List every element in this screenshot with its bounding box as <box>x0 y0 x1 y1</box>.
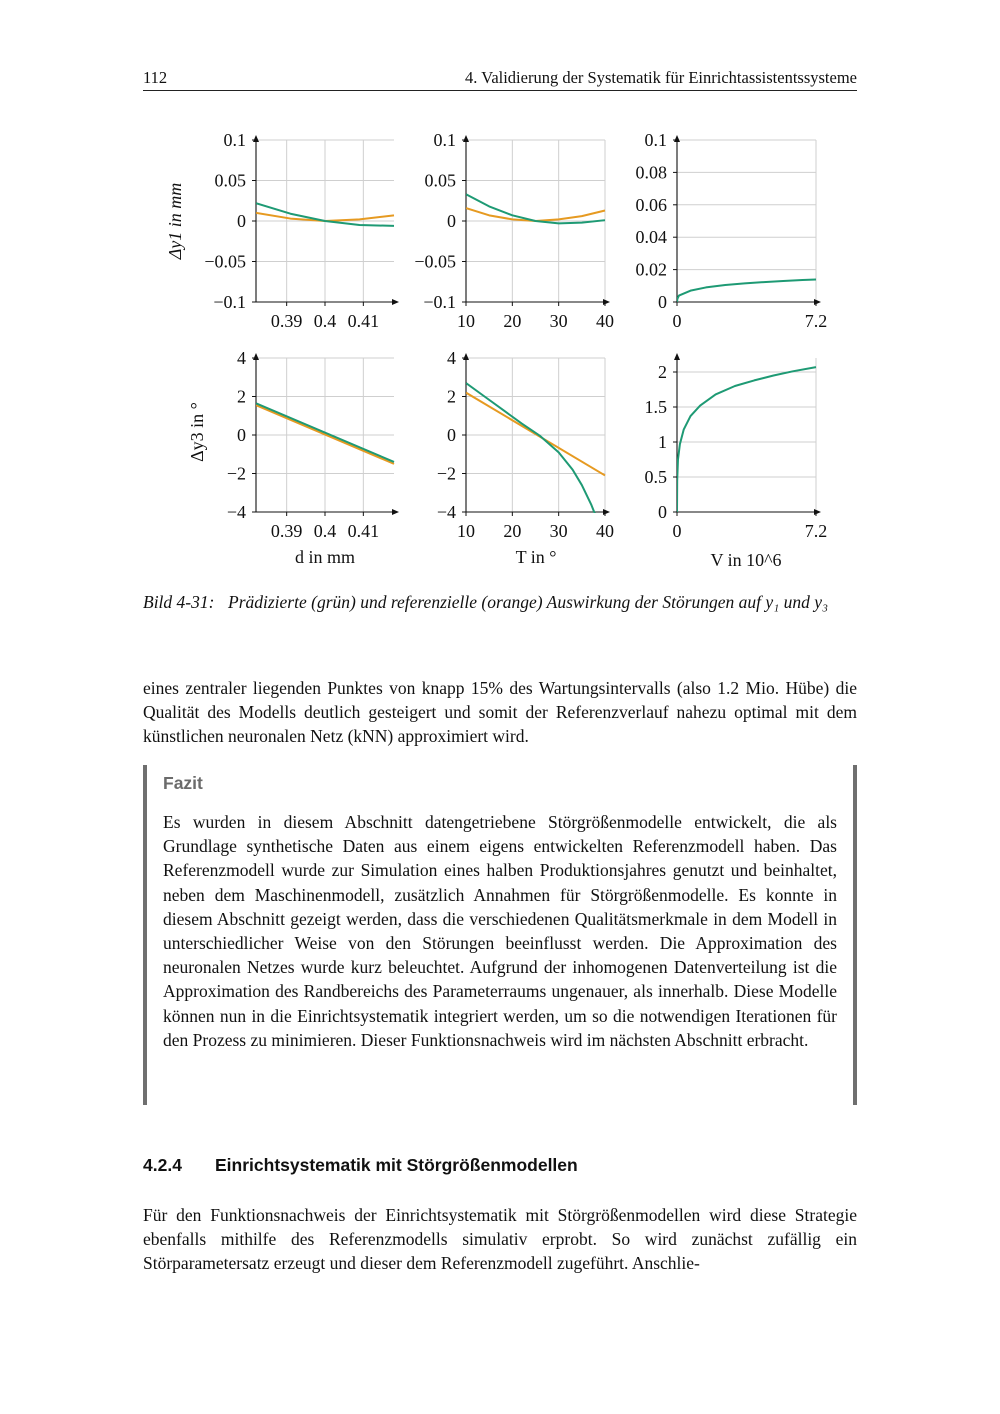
plot6-ytick-label-0: 0 <box>658 502 667 522</box>
plot3-ytick-label-5: 0.1 <box>644 130 667 150</box>
plot1-x-arrow <box>392 299 399 305</box>
caption-label: Bild 4-31: <box>143 592 215 612</box>
plot3-x-arrow <box>814 299 821 305</box>
plot6-y-arrow <box>674 353 680 360</box>
plot2-ytick-label-3: 0.05 <box>424 170 456 191</box>
plot1-xtick-label-2: 0.41 <box>347 311 380 331</box>
plot2-ytick-label-1: −0.05 <box>414 251 456 272</box>
plot2-ytick-label-2: 0 <box>447 211 456 231</box>
plot4-ytick-label-1: −2 <box>226 463 246 484</box>
plot1-xtick-label-1: 0.4 <box>313 311 337 331</box>
plot3-y-arrow <box>674 135 680 142</box>
plot3-ytick-label-0: 0 <box>658 292 667 312</box>
x-axis-label-t: T in ° <box>515 547 557 567</box>
section-title: Einrichtsystematik mit Störgrößenmodellen <box>215 1155 578 1175</box>
plot2-ytick-label-0: −0.1 <box>423 292 456 312</box>
plot3-series-predicted <box>677 279 816 302</box>
caption-text: Prädizierte (grün) und referenzielle (orange) Auswirkung der Störungen auf y₁ und y₃ <box>228 592 829 612</box>
plot2-xtick-label-2: 30 <box>549 311 568 331</box>
plot3-ytick-label-4: 0.08 <box>635 162 667 183</box>
page-number: 112 <box>143 68 168 87</box>
plot2-series-predicted <box>466 194 605 223</box>
row-label-dy1: Δy1 in mm <box>165 182 185 260</box>
plot5-xtick-label-2: 30 <box>549 521 568 541</box>
row-label-dy3: Δy3 in ° <box>187 402 207 462</box>
plot3-ytick-label-1: 0.02 <box>635 259 667 280</box>
plot5-ytick-label-0: −4 <box>436 502 456 522</box>
plot5-ytick-label-3: 2 <box>447 386 456 407</box>
plot5-ytick-label-1: −2 <box>436 463 456 484</box>
plot1-xtick-label-0: 0.39 <box>270 311 303 331</box>
plot4-x-arrow <box>392 509 399 515</box>
plot4-ytick-label-2: 0 <box>237 425 246 445</box>
plot3-xtick-label-1: 7.2 <box>804 311 828 331</box>
plot6-ytick-label-2: 1 <box>658 432 667 452</box>
plot5-xtick-label-3: 40 <box>596 521 614 541</box>
plot1-y-arrow <box>253 135 259 142</box>
plot2-xtick-label-3: 40 <box>596 311 614 331</box>
plot6-ytick-label-1: 0.5 <box>644 467 667 487</box>
plot4-ytick-label-0: −4 <box>226 502 246 522</box>
fazit-title: Fazit <box>163 773 203 793</box>
plot3-ytick-label-2: 0.04 <box>635 227 667 248</box>
x-axis-label-v: V in 10^6 <box>710 550 782 570</box>
plot2-x-arrow <box>603 299 610 305</box>
running-title: 4. Validierung der Systematik für Einrichtassistentssysteme <box>465 68 857 87</box>
plot6-series-predicted <box>677 367 816 512</box>
x-axis-label-d: d in mm <box>294 547 356 567</box>
plot2-ytick-label-4: 0.1 <box>433 130 456 150</box>
plot2-y-arrow <box>463 135 469 142</box>
plot2-series-reference <box>466 208 605 221</box>
plot5-x-arrow <box>603 509 610 515</box>
plot5-xtick-label-0: 10 <box>457 521 475 541</box>
figure-4-31 <box>0 0 1000 590</box>
plot1-ytick-label-3: 0.05 <box>214 170 246 191</box>
paragraph-2: Für den Funktionsnachweis der Einrichtsystematik mit Störgrößenmodellen wird diese Strategie ebenfalls mithilfe des Referenzmodells simulativ erprobt. So wird zunächst zufällig ein Störparametersatz erzeugt und dieser dem Referenzmodell zugeführt. Anschlie- <box>143 1205 857 1274</box>
plot4-ytick-label-3: 2 <box>237 386 246 407</box>
plot3-xtick-label-0: 0 <box>672 311 682 331</box>
plot3-ytick-label-3: 0.06 <box>635 194 667 215</box>
plot4-xtick-label-1: 0.4 <box>313 521 337 541</box>
plot4-xtick-label-2: 0.41 <box>347 521 380 541</box>
plot6-ytick-label-3: 1.5 <box>644 397 667 417</box>
plot6-xtick-label-1: 7.2 <box>804 521 828 541</box>
plot1-ytick-label-1: −0.05 <box>204 251 246 272</box>
plot4-ytick-label-4: 4 <box>237 348 246 368</box>
plot2-xtick-label-0: 10 <box>457 311 475 331</box>
plot4-y-arrow <box>253 353 259 360</box>
plot6-xtick-label-0: 0 <box>672 521 682 541</box>
paragraph-1: eines zentraler liegenden Punktes von knapp 15% des Wartungsintervalls (also 1.2 Mio. Hübe) die Qualität des Modells deutlich gesteigert und somit der Referenzverlauf nahezu optimal mit dem künstlichen neuronalen Netz (kNN) approximiert wird. <box>143 678 857 747</box>
plot5-xtick-label-1: 20 <box>503 521 522 541</box>
plot1-ytick-label-2: 0 <box>237 211 246 231</box>
plot5-ytick-label-2: 0 <box>447 425 456 445</box>
plot1-ytick-label-4: 0.1 <box>223 130 246 150</box>
plot1-ytick-label-0: −0.1 <box>213 292 246 312</box>
plot5-y-arrow <box>463 353 469 360</box>
plot2-xtick-label-1: 20 <box>503 311 522 331</box>
plot5-ytick-label-4: 4 <box>447 348 456 368</box>
section-number: 4.2.4 <box>143 1155 182 1175</box>
plot4-xtick-label-0: 0.39 <box>270 521 303 541</box>
plot6-x-arrow <box>814 509 821 515</box>
fazit-box <box>143 765 857 1105</box>
plot6-ytick-label-4: 2 <box>658 362 667 382</box>
fazit-body: Es wurden in diesem Abschnitt datengetriebene Störgrößenmodelle entwickelt, die als Grundlage synthetische Daten aus einem eigens entwickelten Referenzmodell haben. Das Referenzmodell wurde zur Simulation eines halben Produktionsjahres genutzt und beinhaltet, neben dem Maschinenmodell, zusätzlich Annahmen für Störgrößenmodelle. Es konnte in diesem Abschnitt gezeigt werden, dass die verschiedenen Qualitätsmerkmale in dem Modell in unterschiedlicher Weise von den Störungen beeinflusst werden. Die Approximation des neuronalen Netzes wurde kurz beleuchtet. Aufgrund der inhomogenen Datenverteilung ist die Approximation des Randbereichs des Parameterraums ungenauer, als innerhalb. Diese Modelle können nun in die Einrichtsystematik integriert werden, um so die notwendigen Iterationen für den Prozess zu minimieren. Dieser Funktionsnachweis wird im nächsten Abschnitt erbracht. <box>163 812 837 1050</box>
